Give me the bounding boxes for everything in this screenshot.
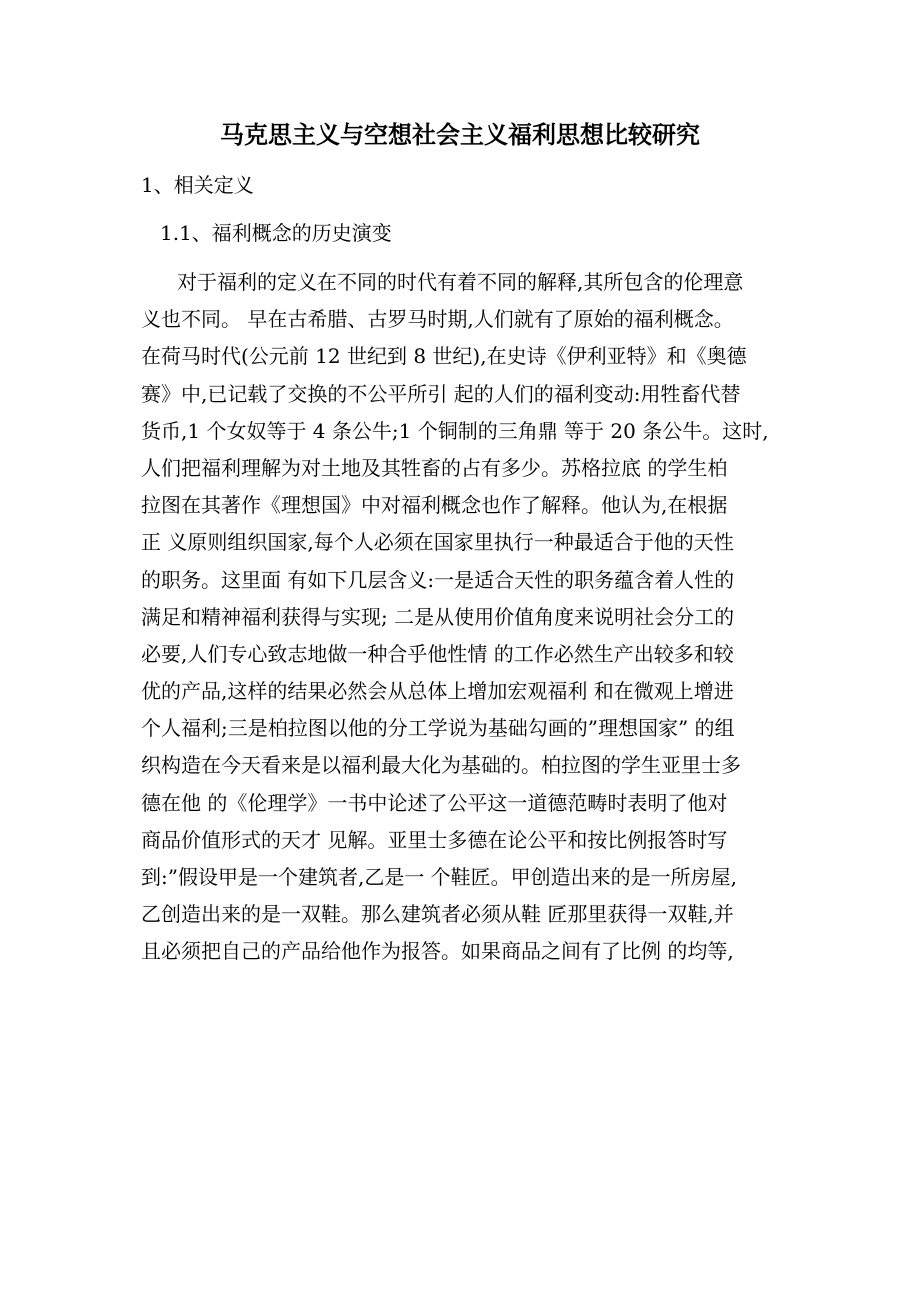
paragraph-line-17: 到:”假设甲是一个建筑者,乙是一 个鞋匠。甲创造出来的是一所房屋, (141, 865, 738, 889)
paragraph-line-15: 德在他 的《伦理学》一书中论述了公平这一道德范畴时表明了他对 (141, 790, 728, 815)
paragraph-line-8: 正 义原则组织国家,每个人必须在国家里执行一种最适合于他的天性 (141, 530, 734, 555)
subsection-heading: 1.1、福利概念的历史演变 (160, 221, 392, 245)
paragraph-line-1: 对于福利的定义在不同的时代有着不同的解释,其所包含的伦理意 (177, 270, 744, 294)
paragraph-line-10: 满足和精神福利获得与实现; 二是从使用价值角度来说明社会分工的 (141, 604, 735, 629)
paragraph-line-18: 乙创造出来的是一双鞋。那么建筑者必须从鞋 匠那里获得一双鞋,并 (141, 902, 734, 927)
paragraph-line-5: 货币,1 个女奴等于 4 条公牛;1 个铜制的三角鼎 等于 20 条公牛。这时, (141, 418, 769, 443)
document-title: 马克思主义与空想社会主义福利思想比较研究 (220, 120, 700, 149)
paragraph-line-16: 商品价值形式的天才 见解。亚里士多德在论公平和按比例报答时写 (141, 827, 728, 852)
body-paragraph (141, 264, 791, 971)
paragraph-line-2: 义也不同。 早在古希腊、古罗马时期,人们就有了原始的福利概念。 (141, 307, 734, 332)
paragraph-line-13: 个人福利;三是柏拉图以他的分工学说为基础勾画的”理想国家” 的组 (141, 716, 735, 741)
paragraph-line-19: 且必须把自己的产品给他作为报答。如果商品之间有了比例 的均等, (141, 939, 734, 964)
paragraph-line-9: 的职务。这里面 有如下几层含义:一是适合天性的职务蕴含着人性的 (141, 567, 735, 592)
paragraph-line-11: 必要,人们专心致志地做一种合乎他性情 的工作必然生产出较多和较 (141, 641, 734, 666)
section-heading: 1、相关定义 (141, 173, 254, 197)
paragraph-line-14: 织构造在今天看来是以福利最大化为基础的。柏拉图的学生亚里士多 (141, 753, 741, 778)
paragraph-line-4: 赛》中,已记载了交换的不公平所引 起的人们的福利变动:用牲畜代替 (141, 381, 741, 406)
paragraph-line-7: 拉图在其著作《理想国》中对福利概念也作了解释。他认为,在根据 (141, 493, 728, 518)
paragraph-line-3: 在荷马时代(公元前 12 世纪到 8 世纪),在史诗《伊利亚特》和《奥德 (141, 344, 747, 369)
paragraph-line-12: 优的产品,这样的结果必然会从总体上增加宏观福利 和在微观上增进 (141, 679, 734, 704)
paragraph-line-6: 人们把福利理解为对土地及其牲畜的占有多少。苏格拉底 的学生柏 (141, 455, 728, 480)
